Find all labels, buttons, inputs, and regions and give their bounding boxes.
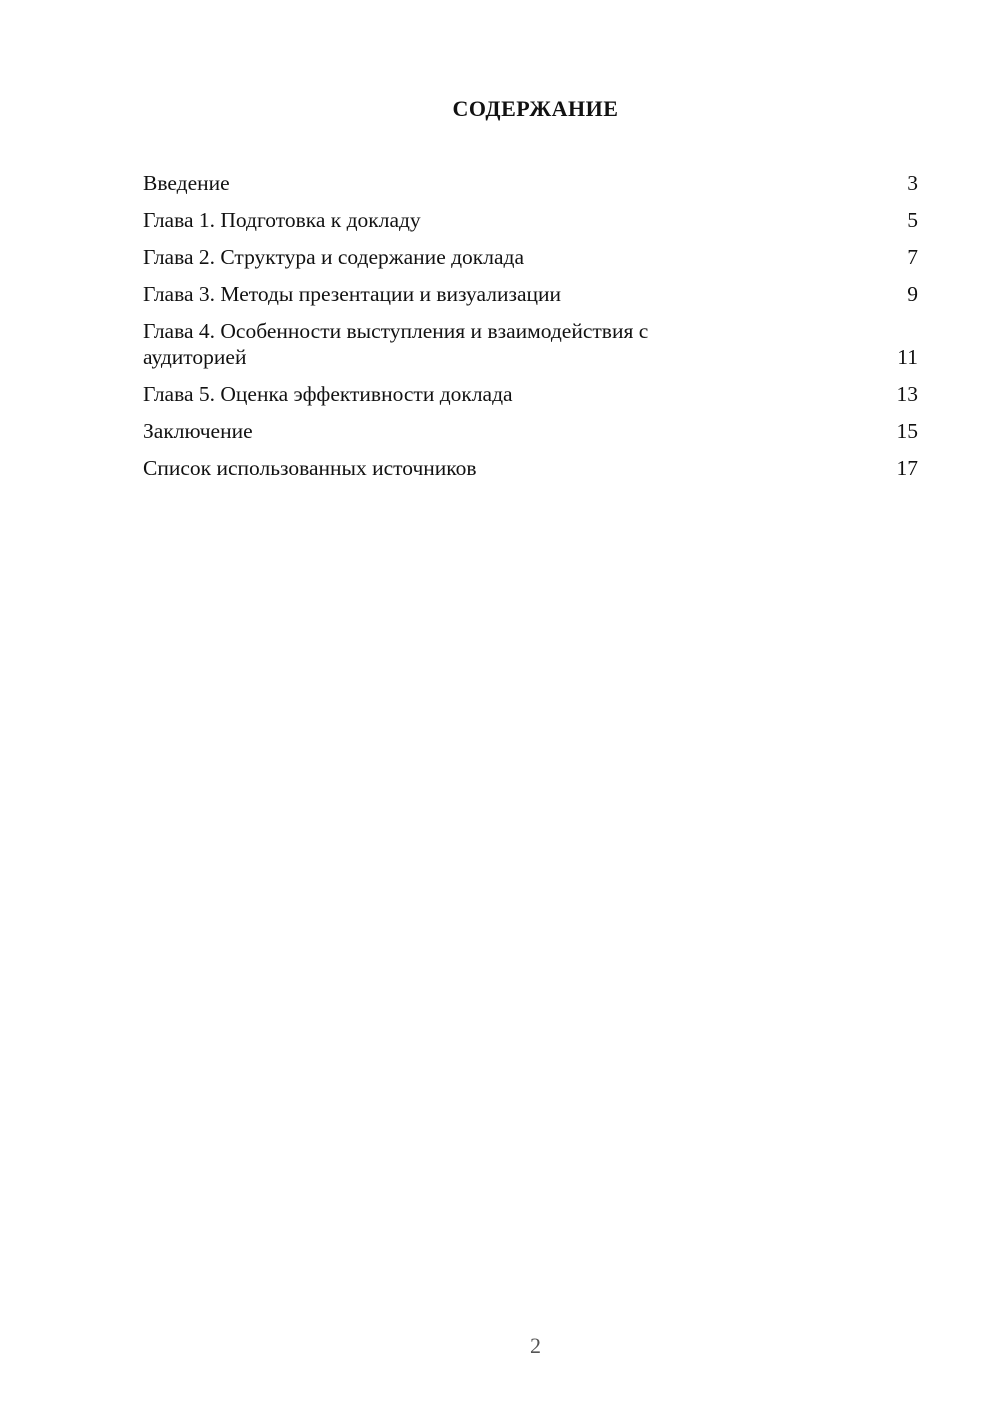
toc-item-page: 17 — [896, 456, 918, 480]
toc-item-page: 9 — [907, 282, 918, 306]
toc-item-label: Введение — [143, 171, 230, 195]
page-number: 2 — [530, 1333, 541, 1358]
toc-item-label: Глава 4. Особенности выступления и взаимодействия с аудиторией — [143, 319, 649, 369]
toc-item-page: 7 — [907, 245, 918, 269]
toc-item-page: 5 — [907, 208, 918, 232]
toc-item-page: 11 — [897, 345, 918, 369]
toc-item-chapter-2 — [143, 244, 918, 270]
toc-item-chapter-1 — [143, 207, 918, 233]
toc-item-label: Список использованных источников — [143, 456, 477, 480]
toc-item-conclusion — [143, 418, 918, 444]
toc-item-label: Глава 1. Подготовка к докладу — [143, 208, 421, 232]
toc-item-label: Глава 2. Структура и содержание доклада — [143, 245, 524, 269]
toc-item-introduction — [143, 170, 918, 196]
toc-item-label: Глава 5. Оценка эффективности доклада — [143, 382, 513, 406]
toc-item-page: 15 — [896, 419, 918, 443]
toc-item-chapter-5 — [143, 381, 918, 407]
toc-item-label: Глава 3. Методы презентации и визуализации — [143, 282, 562, 306]
toc-item-references — [143, 455, 918, 481]
toc-item-chapter-3 — [143, 281, 918, 307]
toc-item-label: Заключение — [143, 419, 253, 443]
toc-item-chapter-4 — [143, 318, 918, 370]
toc-item-page: 3 — [907, 171, 918, 195]
table-of-contents — [143, 170, 918, 492]
toc-title: СОДЕРЖАНИЕ — [452, 96, 619, 121]
toc-item-page: 13 — [896, 382, 918, 406]
